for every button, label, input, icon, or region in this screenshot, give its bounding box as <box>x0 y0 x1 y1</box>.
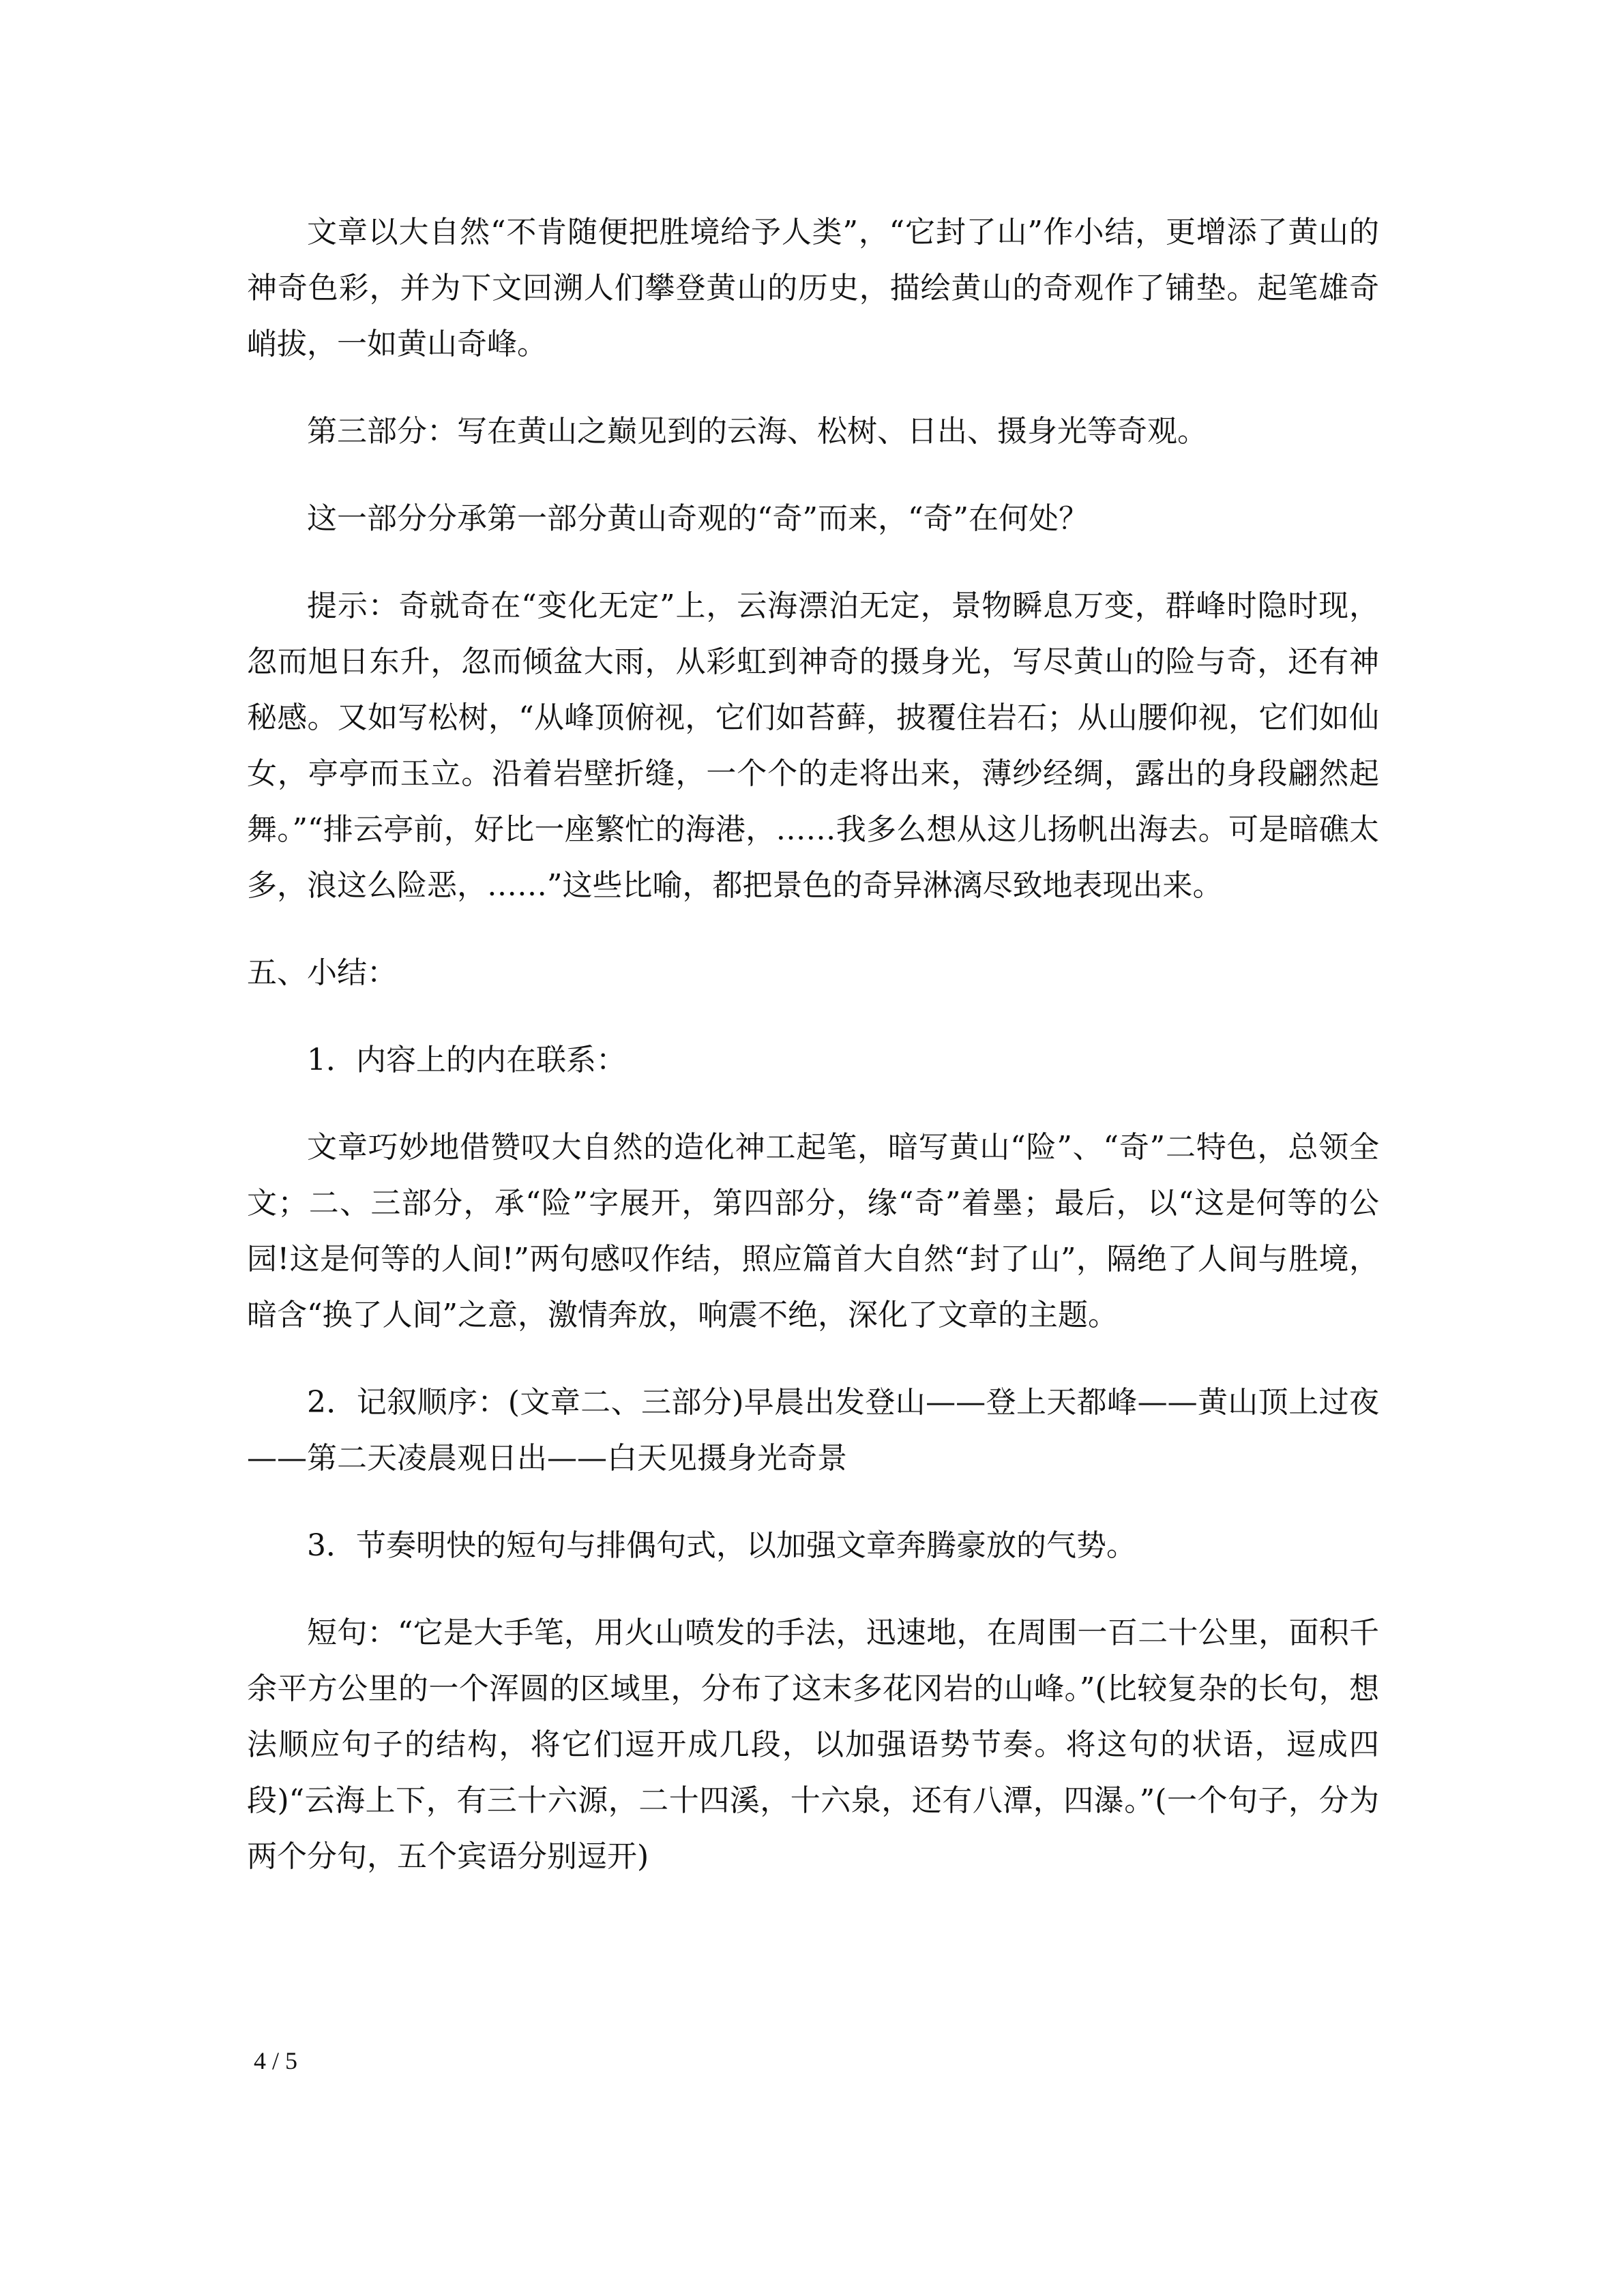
paragraph-gap <box>247 460 1379 491</box>
paragraph-gap <box>247 1343 1379 1375</box>
paragraph-gap <box>247 1574 1379 1605</box>
paragraph-gap <box>247 372 1379 404</box>
paragraph-short-sentences: 短句：“它是大手笔，用火山喷发的手法，迅速地，在周围一百二十公里，面积千余平方公里的一个浑圆的区域里，分布了这末多花冈岩的山峰。”(比较复杂的长句，想法顺应句子的结构，将它们逗开成几段，以加强语势节奏。将这句的状语，逗成四段)“云海上下，有三十六源，二十四溪，十六泉，还有八潭，四瀑。”(一个句子，分为两个分句，五个宾语分别逗开) <box>247 1615 1379 1874</box>
paragraph-content-connection: 文章巧妙地借赞叹大自然的造化神工起笔，暗写黄山“险”、“奇”二特色，总领全文；二、三部分，承“险”字展开，第四部分，缘“奇”着墨；最后，以“这是何等的公园!这是何等的人间!”两句感叹作结，照应篇首大自然“封了山”，隔绝了人间与胜境，暗含“换了人间”之意，激情奔放，响震不绝，深化了文章的主题。 <box>247 1130 1379 1332</box>
list-item-2-narrative-order: 2．记叙顺序：(文章二、三部分)早晨出发登山——登上天都峰——黄山顶上过夜——第二天凌晨观日出——白天见摄身光奇景 <box>247 1385 1379 1476</box>
section-heading-summary: 五、小结： <box>247 955 397 990</box>
paragraph-gap <box>247 1001 1379 1032</box>
paragraph-gap <box>247 1088 1379 1120</box>
paragraph-gap <box>247 914 1379 945</box>
paragraph-summary-intro: 文章以大自然“不肯随便把胜境给予人类”，“它封了山”作小结，更增添了黄山的神奇色彩，并为下文回溯人们攀登黄山的历史，描绘黄山的奇观作了铺垫。起笔雄奇峭拔，一如黄山奇峰。 <box>247 215 1379 361</box>
paragraph-gap <box>247 547 1379 578</box>
list-item-3-rhythm: 3．节奏明快的短句与排偶句式，以加强文章奔腾豪放的气势。 <box>307 1528 1136 1563</box>
paragraph-gap <box>247 1487 1379 1518</box>
page-number: 4 / 5 <box>254 2047 298 2074</box>
list-item-1-heading: 1．内容上的内在联系： <box>307 1043 626 1077</box>
document-body <box>247 205 1379 1885</box>
paragraph-question: 这一部分分承第一部分黄山奇观的“奇”而来，“奇”在何处？ <box>307 501 1089 536</box>
paragraph-hint: 提示：奇就奇在“变化无定”上，云海漂泊无定，景物瞬息万变，群峰时隐时现，忽而旭日东升，忽而倾盆大雨，从彩虹到神奇的摄身光，写尽黄山的险与奇，还有神秘感。又如写松树，“从峰顶俯视，它们如苔藓，披覆住岩石；从山腰仰视，它们如仙女，亭亭而玉立。沿着岩壁折缝，一个个的走将出来，薄纱经绸，露出的身段翩然起舞。”“排云亭前，好比一座繁忙的海港，……我多么想从这儿扬帆出海去。可是暗礁太多，浪这么险恶，……”这些比喻，都把景色的奇异淋漓尽致地表现出来。 <box>247 588 1379 903</box>
paragraph-part-three-heading: 第三部分：写在黄山之巅见到的云海、松树、日出、摄身光等奇观。 <box>307 414 1207 449</box>
